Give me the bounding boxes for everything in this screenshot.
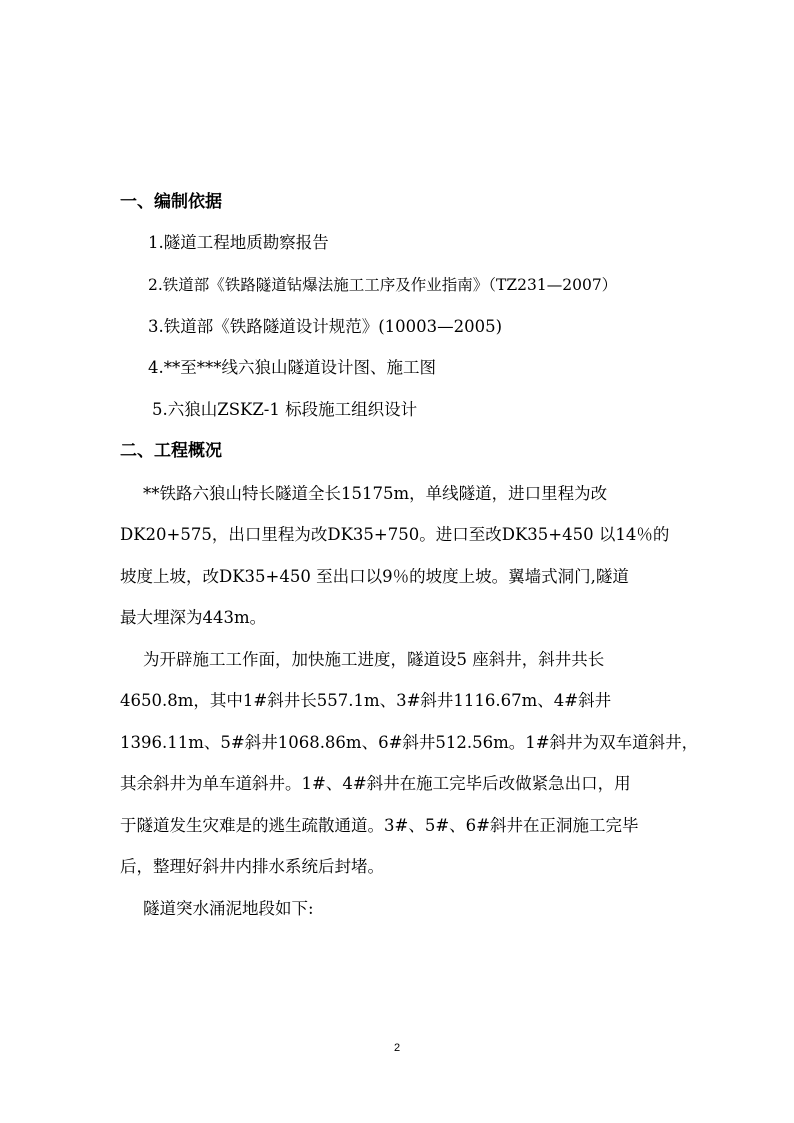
overview-p1-line-1: **铁路六狼山特长隧道全长15175m，单线隧道，进口里程为改: [143, 484, 608, 503]
overview-p1-line-2: DK20+575，出口里程为改DK35+750。进口至改DK35+450 以14％的: [120, 525, 670, 544]
basis-item-3: 3.铁道部《铁路隧道设计规范》(10003—2005): [148, 317, 503, 336]
overview-p2-line-3: 1396.11m、5#斜井1068.86m、6#斜井512.56m。1#斜井为双车道斜井，: [120, 733, 699, 752]
basis-item-1: 1.隧道工程地质勘察报告: [148, 233, 329, 252]
page-number: 2: [393, 1042, 401, 1054]
overview-p1-line-4: 最大埋深为443m。: [120, 608, 267, 627]
section-2-heading: 二、工程概况: [120, 441, 222, 461]
section-1-heading: 一、编制依据: [120, 192, 222, 212]
basis-item-4: 4.**至***线六狼山隧道设计图、施工图: [148, 358, 436, 377]
overview-p2-line-1: 为开辟施工工作面，加快施工进度，隧道设5 座斜井，斜井共长: [143, 650, 605, 669]
overview-p2-line-2: 4650.8m，其中1#斜井长557.1m、3#斜井1116.67m、4#斜井: [120, 691, 612, 710]
overview-p3: 隧道突水涌泥地段如下:: [143, 899, 314, 918]
overview-p1-line-3: 坡度上坡，改DK35+450 至出口以9％的坡度上坡。翼墙式洞门,隧道: [120, 567, 629, 586]
overview-p2-line-6: 后，整理好斜井内排水系统后封堵。: [120, 857, 384, 876]
basis-item-5: 5.六狼山ZSKZ-1 标段施工组织设计: [152, 400, 418, 419]
overview-p2-line-5: 于隧道发生灾难是的逃生疏散通道。3#、5#、6#斜井在正洞施工完毕: [120, 816, 639, 835]
basis-item-2: 2.铁道部《铁路隧道钻爆法施工工序及作业指南》（TZ231—2007）: [148, 276, 618, 294]
overview-p2-line-4: 其余斜井为单车道斜井。1#、4#斜井在施工完毕后改做紧急出口，用: [120, 774, 631, 793]
